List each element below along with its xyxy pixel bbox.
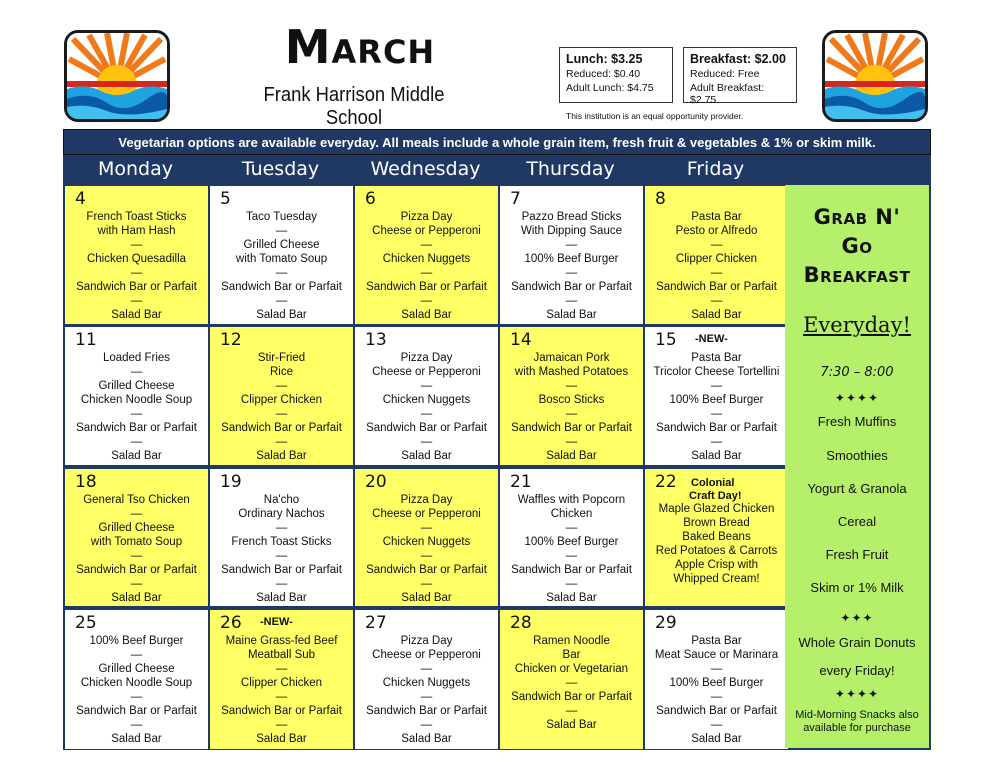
menu-item: 100% Beef Burger [669, 677, 764, 689]
weekday-header [63, 155, 931, 184]
menu-item: Chicken Quesadilla [86, 253, 187, 265]
separator-dash: — [420, 408, 433, 420]
separator-dash: — [710, 436, 723, 448]
snacks-line: Mid-Morning Snacks also [795, 709, 919, 721]
menu-item: French Toast Sticks [86, 211, 187, 223]
menu-items [210, 210, 353, 322]
separator-dash: — [420, 663, 433, 675]
day-wednesday: Wednesday [370, 158, 481, 180]
grab-title-line: Breakfast [803, 263, 911, 287]
menu-item: Pazzo Bread Sticks [521, 211, 622, 223]
menu-item: Pasta Bar [691, 352, 742, 364]
menu-item: Salad Bar [691, 733, 742, 745]
everyday-label: Everyday! [803, 313, 911, 337]
menu-item: Pizza Day [400, 352, 453, 364]
breakfast-reduced-price: Reduced: Free [690, 68, 760, 80]
menu-item: Apple Crisp with [674, 559, 759, 571]
separator-dash: — [420, 691, 433, 703]
grab-n-go-panel [785, 185, 929, 748]
breakfast-time: 7:30 – 8:00 [820, 365, 894, 380]
day-cell [210, 610, 353, 749]
day-cell [645, 327, 788, 465]
menu-item: Meatball Sub [247, 649, 316, 661]
menu-item: Sandwich Bar or Parfait [366, 564, 487, 576]
grab-title-line: Go [841, 234, 873, 258]
grab-n-go-title [785, 203, 929, 290]
separator-dash: — [130, 436, 143, 448]
day-number: 22 [655, 472, 677, 492]
menu-item: Ordinary Nachos [238, 508, 325, 520]
menu-item: Brown Bread [683, 517, 750, 529]
menu-item: Chicken Nuggets [382, 536, 471, 548]
day-tuesday: Tuesday [241, 158, 320, 180]
menu-item: Sandwich Bar or Parfait [366, 705, 487, 717]
separator-dash: — [420, 550, 433, 562]
menu-item: Salad Bar [111, 450, 162, 462]
menu-item: Grilled Cheese [243, 239, 320, 251]
school-name: Frank Harrison Middle School [263, 84, 445, 129]
lunch-price: Lunch: $3.25 [566, 52, 643, 66]
separator-dash: — [565, 522, 578, 534]
menu-items [355, 351, 498, 463]
menu-items [355, 634, 498, 746]
day-cell [500, 327, 643, 465]
breakfast-price-box [683, 47, 797, 106]
separator-dash: — [565, 239, 578, 251]
separator-dash: — [710, 239, 723, 251]
menu-items [65, 634, 208, 746]
day-number: 18 [75, 472, 97, 492]
menu-item: Whipped Cream! [673, 573, 760, 585]
day-number: 25 [75, 613, 97, 633]
menu-items [500, 634, 643, 732]
menu-item: Pesto or Alfredo [675, 225, 758, 237]
menu-items [210, 493, 353, 605]
menu-item: with Mashed Potatoes [514, 366, 629, 378]
day-cell [355, 327, 498, 465]
menu-item: 100% Beef Burger [524, 536, 619, 548]
day-number: 26 [220, 613, 242, 633]
day-number: 12 [220, 330, 242, 350]
menu-item: Sandwich Bar or Parfait [221, 281, 342, 293]
day-number: 8 [655, 189, 666, 209]
day-cell [645, 610, 788, 749]
day-monday: Monday [97, 158, 173, 180]
menu-item: Chicken Nuggets [382, 677, 471, 689]
menu-items [645, 210, 788, 322]
donuts-line: Whole Grain Donuts [798, 635, 916, 650]
separator-dash: — [130, 578, 143, 590]
menu-item: Waffles with Popcorn [517, 494, 626, 506]
breakfast-price: Breakfast: $2.00 [690, 52, 786, 66]
day-number: 28 [510, 613, 532, 633]
menu-item: Chicken Noodle Soup [80, 677, 193, 689]
day-thursday: Thursday [526, 158, 615, 180]
menu-item: Cheese or Pepperoni [372, 366, 481, 378]
separator-dash: — [275, 550, 288, 562]
menu-item: Jamaican Pork [533, 352, 610, 364]
menu-item: Tricolor Cheese Tortellini [653, 366, 780, 378]
menu-items [65, 351, 208, 463]
menu-item: Sandwich Bar or Parfait [76, 281, 197, 293]
separator-dash: — [565, 295, 578, 307]
menu-item: Cheese or Pepperoni [372, 649, 481, 661]
menu-item: Sandwich Bar or Parfait [221, 705, 342, 717]
separator-dash: — [420, 578, 433, 590]
menu-item: 100% Beef Burger [669, 394, 764, 406]
menu-item: Chicken or Vegetarian [514, 663, 629, 675]
day-tag: -NEW- [260, 616, 293, 628]
menu-item: Cheese or Pepperoni [372, 225, 481, 237]
menu-item: Pasta Bar [691, 211, 742, 223]
menu-item: Sandwich Bar or Parfait [656, 281, 777, 293]
menu-item: Salad Bar [546, 719, 597, 731]
lunch-price-box [559, 47, 673, 103]
equal-opportunity-note: This institution is an equal opportunity provider. [566, 111, 744, 121]
day-number: 13 [365, 330, 387, 350]
separator-dash: — [130, 649, 143, 661]
menu-item: Na'cho [263, 494, 300, 506]
menu-item: Clipper Chicken [675, 253, 758, 265]
separator-dash: — [130, 719, 143, 731]
menu-item: 100% Beef Burger [524, 253, 619, 265]
menu-item: Stir-Fried [257, 352, 306, 364]
day-cell [645, 186, 788, 324]
menu-item: Maple Glazed Chicken [658, 503, 775, 515]
menu-item: Salad Bar [401, 309, 452, 321]
day-number: 29 [655, 613, 677, 633]
separator-dash: — [565, 550, 578, 562]
breakfast-item: Skim or 1% Milk [810, 580, 904, 595]
special-menu [645, 502, 788, 586]
day-cell [210, 186, 353, 324]
menu-item: Grilled Cheese [98, 522, 175, 534]
menu-item: Salad Bar [256, 733, 307, 745]
menu-item: Sandwich Bar or Parfait [511, 564, 632, 576]
menu-item: Clipper Chicken [240, 677, 323, 689]
day-friday: Friday [686, 158, 745, 180]
menu-item: Clipper Chicken [240, 394, 323, 406]
menu-item: Sandwich Bar or Parfait [366, 281, 487, 293]
separator-dash: — [275, 225, 288, 237]
day-cell [65, 610, 208, 749]
menu-item: Maine Grass-fed Beef [225, 635, 338, 647]
day-cell [355, 469, 498, 606]
menu-item: Salad Bar [691, 450, 742, 462]
separator-dash: — [130, 267, 143, 279]
menu-item: Salad Bar [546, 592, 597, 604]
menu-item: Chicken Nuggets [382, 394, 471, 406]
day-cell [355, 186, 498, 324]
separator-dash: — [130, 550, 143, 562]
grab-title-line: Grab N' [813, 205, 901, 229]
menu-item: With Dipping Sauce [521, 225, 622, 237]
menu-item: Cheese or Pepperoni [372, 508, 481, 520]
day-cell [210, 469, 353, 606]
separator-dash: — [130, 691, 143, 703]
separator-dash: — [565, 380, 578, 392]
menu-item: Sandwich Bar or Parfait [76, 705, 197, 717]
menu-item: Bosco Sticks [538, 394, 605, 406]
menu-items [355, 493, 498, 605]
menu-items [645, 634, 788, 746]
day-tag: -NEW- [695, 333, 728, 345]
day-cell [500, 469, 643, 606]
separator-dash: — [275, 663, 288, 675]
menu-item: Salad Bar [401, 450, 452, 462]
menu-item: Sandwich Bar or Parfait [76, 564, 197, 576]
menu-item: Ramen Noodle [533, 635, 610, 647]
day-number: 27 [365, 613, 387, 633]
separator-dash: — [130, 239, 143, 251]
menu-items [500, 493, 643, 605]
menu-item: Red Potatoes & Carrots [655, 545, 778, 557]
separator-dash: — [275, 691, 288, 703]
separator-dash: — [710, 295, 723, 307]
separator-dash: — [130, 408, 143, 420]
day-cell [65, 186, 208, 324]
day-cell [355, 610, 498, 749]
menu-item: Chicken Nuggets [382, 253, 471, 265]
menu-item: Taco Tuesday [246, 211, 317, 223]
day-tag: Colonial [691, 477, 735, 489]
menu-item: Salad Bar [256, 592, 307, 604]
menu-item: French Toast Sticks [231, 536, 332, 548]
separator-dash: — [565, 436, 578, 448]
menu-item: Salad Bar [256, 450, 307, 462]
day-cell [65, 469, 208, 606]
separator-dash: — [130, 295, 143, 307]
day-number: 14 [510, 330, 532, 350]
menu-items [355, 210, 498, 322]
menu-items [500, 210, 643, 322]
day-number: 4 [75, 189, 86, 209]
sunset-wave-logo-left [64, 30, 170, 122]
stars-divider: ✦✦✦✦ [834, 391, 880, 405]
separator-dash: — [275, 719, 288, 731]
day-number: 20 [365, 472, 387, 492]
menu-item: Salad Bar [111, 733, 162, 745]
separator-dash: — [710, 267, 723, 279]
menu-item: Meat Sauce or Marinara [654, 649, 779, 661]
stars-divider: ✦✦✦ [840, 611, 874, 625]
separator-dash: — [565, 578, 578, 590]
menu-item: Salad Bar [546, 309, 597, 321]
menu-item: Sandwich Bar or Parfait [221, 564, 342, 576]
menu-item: Baked Beans [682, 531, 751, 543]
day-cell [210, 327, 353, 465]
menu-item: Sandwich Bar or Parfait [656, 705, 777, 717]
breakfast-item: Smoothies [826, 448, 888, 463]
separator-dash: — [275, 295, 288, 307]
separator-dash: — [420, 719, 433, 731]
day-cell [65, 327, 208, 465]
menu-item: Sandwich Bar or Parfait [511, 422, 632, 434]
adult-lunch-price: Adult Lunch: $4.75 [566, 82, 654, 94]
menu-item: Salad Bar [256, 309, 307, 321]
separator-dash: — [565, 267, 578, 279]
lunch-reduced-price: Reduced: $0.40 [566, 68, 641, 80]
menu-item: Salad Bar [111, 309, 162, 321]
menu-item: Sandwich Bar or Parfait [511, 281, 632, 293]
day-number: 11 [75, 330, 97, 350]
menu-item: Sandwich Bar or Parfait [76, 422, 197, 434]
day-number: 5 [220, 189, 231, 209]
month-title: March [284, 20, 436, 74]
sunset-wave-logo-right [822, 30, 928, 122]
separator-dash: — [420, 436, 433, 448]
separator-dash: — [275, 380, 288, 392]
separator-dash: — [275, 578, 288, 590]
separator-dash: — [275, 408, 288, 420]
menu-item: Salad Bar [401, 733, 452, 745]
menu-items [210, 634, 353, 746]
separator-dash: — [130, 366, 143, 378]
menu-item: Sandwich Bar or Parfait [656, 422, 777, 434]
breakfast-item: Yogurt & Granola [807, 481, 907, 496]
menu-item: Sandwich Bar or Parfait [366, 422, 487, 434]
separator-dash: — [710, 380, 723, 392]
separator-dash: — [420, 239, 433, 251]
separator-dash: — [420, 522, 433, 534]
day-number: 7 [510, 189, 521, 209]
separator-dash: — [275, 522, 288, 534]
donuts-line: every Friday! [819, 663, 895, 678]
separator-dash: — [565, 677, 578, 689]
sunset-wave-icon [67, 33, 167, 119]
menu-items [645, 351, 788, 463]
menu-items [210, 351, 353, 463]
day-cell [645, 469, 788, 606]
breakfast-item: Fresh Fruit [825, 547, 889, 562]
menu-item: Pizza Day [400, 211, 453, 223]
breakfast-item: Cereal [837, 514, 877, 529]
separator-dash: — [420, 295, 433, 307]
day-cell [500, 186, 643, 324]
menu-items [500, 351, 643, 463]
menu-item: Sandwich Bar or Parfait [511, 691, 632, 703]
menu-items [65, 493, 208, 605]
menu-item: Chicken [550, 508, 593, 520]
day-number: 21 [510, 472, 532, 492]
snacks-note [785, 709, 929, 735]
breakfast-item: Fresh Muffins [817, 414, 897, 429]
day-cell [500, 610, 643, 749]
separator-dash: — [420, 380, 433, 392]
menu-item: with Tomato Soup [235, 253, 328, 265]
menu-item: Grilled Cheese [98, 380, 175, 392]
separator-dash: — [275, 267, 288, 279]
separator-dash: — [710, 408, 723, 420]
menu-items [65, 210, 208, 322]
snacks-line: available for purchase [803, 722, 911, 734]
separator-dash: — [565, 408, 578, 420]
separator-dash: — [710, 691, 723, 703]
menu-item: Pizza Day [400, 635, 453, 647]
separator-dash: — [565, 705, 578, 717]
day-number: 15 [655, 330, 677, 350]
menu-item: 100% Beef Burger [89, 635, 184, 647]
menu-item: with Tomato Soup [90, 536, 183, 548]
separator-dash: — [710, 719, 723, 731]
day-number: 6 [365, 189, 376, 209]
separator-dash: — [275, 436, 288, 448]
menu-item: Salad Bar [691, 309, 742, 321]
menu-item: Salad Bar [546, 450, 597, 462]
menu-item: General Tso Chicken [83, 494, 190, 506]
sunset-wave-icon [825, 33, 925, 119]
menu-item: Pizza Day [400, 494, 453, 506]
menu-item: Salad Bar [111, 592, 162, 604]
separator-dash: — [710, 663, 723, 675]
menu-item: Bar [562, 649, 581, 661]
menu-item: Chicken Noodle Soup [80, 394, 193, 406]
menu-item: Grilled Cheese [98, 663, 175, 675]
adult-breakfast-price: Adult Breakfast: $2.75 [690, 82, 765, 106]
menu-item: Salad Bar [401, 592, 452, 604]
day-number: 19 [220, 472, 242, 492]
menu-item: with Ham Hash [97, 225, 176, 237]
day-tag: Craft Day! [689, 490, 742, 502]
menu-item: Pasta Bar [691, 635, 742, 647]
menu-item: Sandwich Bar or Parfait [221, 422, 342, 434]
menu-item: Loaded Fries [102, 352, 171, 364]
separator-dash: — [130, 508, 143, 520]
separator-dash: — [420, 267, 433, 279]
menu-item: Rice [269, 366, 293, 378]
stars-divider: ✦✦✦✦ [834, 687, 880, 701]
vegetarian-banner: Vegetarian options are available everyday. All meals include a whole grain item, fresh fruit & vegetables & 1% or skim milk. [63, 129, 931, 155]
